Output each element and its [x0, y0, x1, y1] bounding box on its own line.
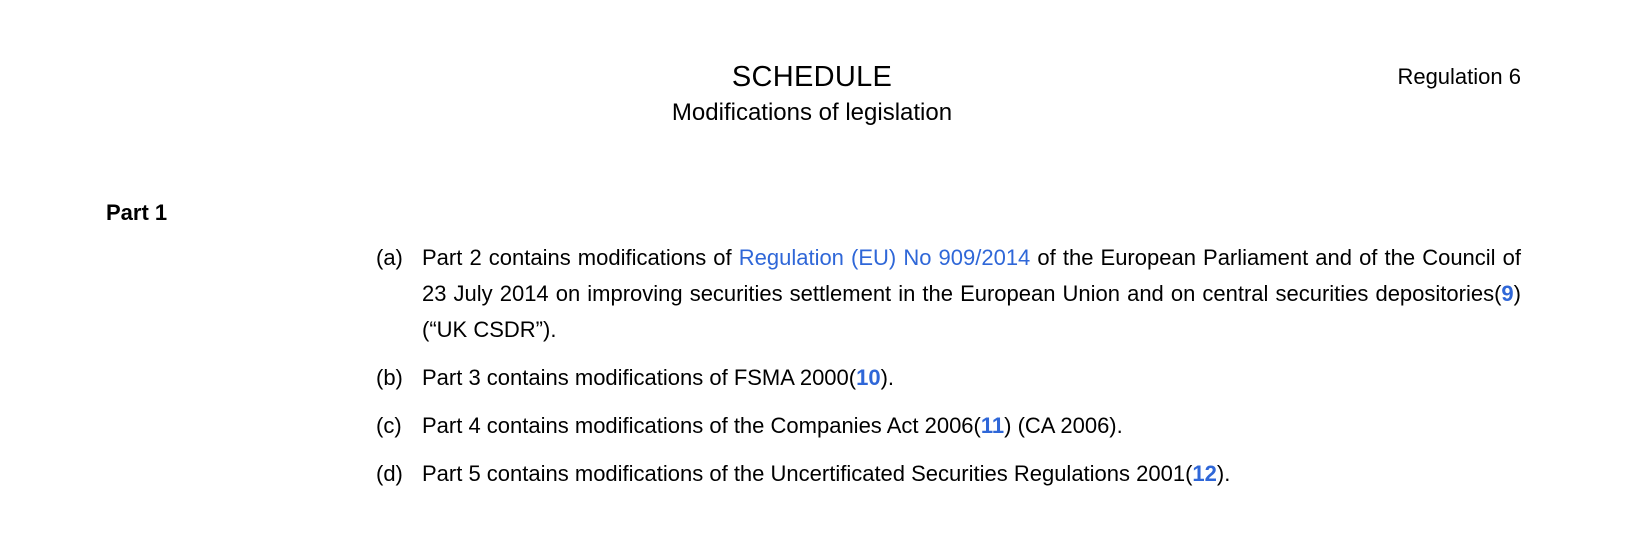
schedule-title: SCHEDULE	[731, 61, 893, 93]
provision-text-segment: ) (“UK CSDR”).	[422, 281, 1521, 342]
footnote-link-12[interactable]: 12	[1192, 461, 1217, 486]
provision-text	[422, 456, 1521, 492]
provision-text	[422, 408, 1521, 444]
provision-text-segment: Part 5 contains modifications of the Uncertificated Securities Regulations 2001(	[422, 461, 1193, 486]
schedule-subtitle: Modifications of legislation	[671, 99, 953, 126]
provision-d	[376, 456, 1521, 492]
provision-text-segment: Part 2 contains modifications of	[422, 245, 739, 270]
regulation-eu-909-2014-link[interactable]: Regulation (EU) No 909/2014	[738, 245, 1031, 270]
provision-c	[376, 408, 1521, 444]
provision-text-segment: ).	[1216, 461, 1231, 486]
provision-a	[376, 240, 1521, 348]
provision-text-segment: Part 3 contains modifications of FSMA 2000(	[422, 365, 857, 390]
footnote-link-9[interactable]: 9	[1501, 281, 1514, 306]
provision-text	[422, 360, 1521, 396]
provision-text-segment: Part 4 contains modifications of the Companies Act 2006(	[422, 413, 981, 438]
provision-text-segment: ).	[880, 365, 895, 390]
provision-text-segment: of the European Parliament and of the Council of 23 July 2014 on improving securities settlement in the European Union and on central securities depositories(	[422, 245, 1522, 306]
provision-marker: (a)	[376, 245, 403, 270]
provision-text-segment: ) (CA 2006).	[1004, 413, 1123, 438]
regulation-reference: Regulation 6	[1397, 64, 1521, 89]
provision-list	[376, 240, 1521, 504]
provision-text	[422, 240, 1521, 348]
provision-marker: (c)	[376, 413, 402, 438]
provision-marker: (d)	[376, 461, 403, 486]
part-heading: Part 1	[106, 200, 168, 225]
footnote-link-10[interactable]: 10	[856, 365, 881, 390]
footnote-link-11[interactable]: 11	[980, 413, 1005, 438]
provision-b	[376, 360, 1521, 396]
provision-marker: (b)	[376, 365, 403, 390]
